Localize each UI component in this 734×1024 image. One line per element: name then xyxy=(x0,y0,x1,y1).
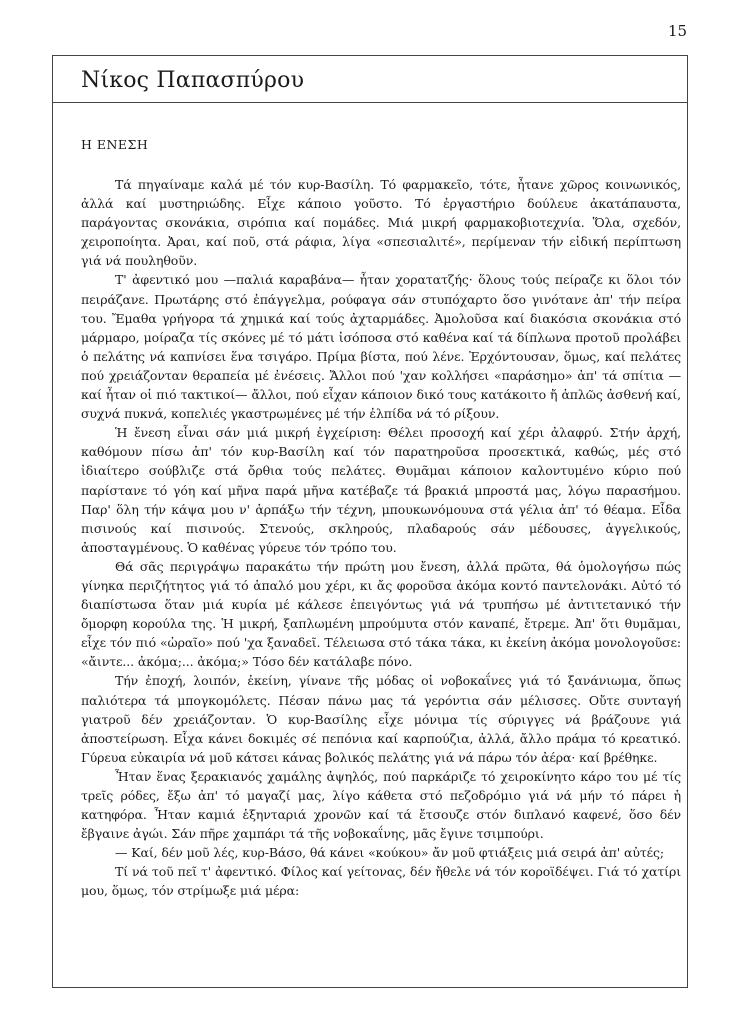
paragraph: Ἦταν ἕνας ξερακιανός χαμάλης ἀψηλός, πού παρκάριζε τό χειροκίνητο κάρο του μέ τίς τρεῖς ρόδες, ἔξω ἀπ' τό μαγαζί μας, λίγο κάθετα στό πεζοδρόμιο γιά νά μήν τό πάρει ἡ κατηφόρα. Ἦταν καμιά ἑξηνταριά χρονῶν καί τά ἔτσουζε στόν διπλανό καφενέ, ὅσο δέν ἔβγαινε ἀγώι. Σάν πῆρε χαμπάρι τά τῆς νοβοκαΐνης, μᾶς ἔγινε τσιμπούρι. xyxy=(81,768,681,842)
author-name: Νίκος Παπασπύρου xyxy=(81,68,305,93)
paragraph: Τ' ἀφεντικό μου —παλιά καραβάνα— ἦταν χορατατζής· ὅλους τούς πείραζε κι ὅλοι τόν πειράζανε. Πρωτάρης στό ἐπάγγελμα, ρούφαγα σάν στυπόχαρτο ὅσο γινότανε ἀπ' τήν πείρα του. Ἔμαθα γρήγορα τά χημικά καί τούς ἀχταρμάδες. Ἀμολοῦσα καί διακόσια σκονάκια στό μάρμαρο, μοίραζα τίς σκόνες μέ τό μάτι ἰσόποσα στό καθένα καί τά δίπλωνα προτοῦ προλάβει ὁ πελάτης νά καπνίσει ἕνα τσιγάρο. Πρίμα βίστα, πού λένε. Ἐρχόντουσαν, ὅμως, καί πελάτες πού χρειάζονταν θεραπεία μέ ἐνέσεις. Ἄλλοι πού 'χαν κολλήσει «παράσημο» ἀπ' τά σπίτια —καί ἦταν οἱ πιό τακτικοί— ἄλλοι, πού εἶχαν κάποιον δικό τους κατάκοιτο ἤ ἁπλῶς ἀσθενή καί, συχνά πυκνά, κοπελιές γκαστρωμένες μέ τήν ἐλπίδα νά τό ρίξουν. xyxy=(81,272,681,422)
story-body xyxy=(81,175,681,901)
paragraph: — Καί, δέν μοῦ λές, κυρ-Βάσο, θά κάνει «κούκου» ἄν μοῦ φτιάξεις μιά σειρά ἀπ' αὐτές; xyxy=(115,845,665,861)
paragraph: Τί νά τοῦ πεῖ τ' ἀφεντικό. Φίλος καί γείτονας, δέν ἤθελε νά τόν κοροϊδέψει. Γιά τό χατίρι μου, ὅμως, τόν στρίμωξε μιά μέρα: xyxy=(81,864,681,899)
page-number: 15 xyxy=(668,22,688,40)
paragraph: Τά πηγαίναμε καλά μέ τόν κυρ-Βασίλη. Τό φαρμακεῖο, τότε, ἦτανε χῶρος κοινωνικός, ἀλλά καί μυστηριώδης. Εἶχε κάποιο γοῦστο. Τό ἐργαστήριο δούλευε ἀκατάπαυστα, παράγοντας σκονάκια, σιρόπια καί πομάδες. Μιά μικρή φαρμακοβιοτεχνία. Ὅλα, σχεδόν, χειροποίητα. Ἀραι, καί ποῦ, στά ράφια, λίγα «σπεσιαλιτέ», περίμεναν τήν εἰδική περίπτωση γιά νά πουληθοῦν. xyxy=(81,177,681,269)
story-title: Η ΕΝΕΣΗ xyxy=(81,137,149,152)
paragraph: Τήν ἐποχή, λοιπόν, ἐκείνη, γίνανε τῆς μόδας οἱ νοβοκαΐνες γιά τό ξανάνιωμα, ὅπως παλιότερα τά μπογκομόλετς. Πέσαν πάνω μας τά γερόντια σάν μέλισσες. Οὔτε συνταγή γιατροῦ δέν χρειάζονταν. Ὁ κυρ-Βασίλης εἶχε μόνιμα τίς σύριγγες νά βράζουνε γιά ἀποστείρωση. Εἶχα κάνει δοκιμές σέ πεπόνια καί καρπούζια, ἀλλά, ἄλλο πράμα τό κρεατικό. Γύρευα εὐκαιρία νά μοῦ κάτσει κάνας βολικός πελάτης γιά νά πάρω τόν ἀέρα· καί βρέθηκε. xyxy=(81,673,681,765)
author-header xyxy=(53,56,687,103)
paragraph: Ἡ ἔνεση εἶναι σάν μιά μικρή ἐγχείριση: Θέλει προσοχή καί χέρι ἀλαφρύ. Στήν ἀρχή, καθόμουν πίσω ἀπ' τόν κυρ-Βασίλη καί τόν παρατηροῦσα προσεκτικά, καθώς, μές στό ἰδιαίτερο σούβλιζε στά ὄρθια τούς πελάτες. Θυμᾶμαι κάποιον καλοντυμένο κύριο πού παρίστανε τό γόη καί μῆνα παρά μῆνα κατέβαζε τά βρακιά μπροστά μας, λόγω παρασήμου. Παρ' ὅλη τήν κάψα μου ν' ἁρπάξω τήν τέχνη, μπουκωνόμουνα στά γέλια ἀπ' τό θέαμα. Εἶδα πισινούς καί πισινούς. Στενούς, σκληρούς, πλαδαρούς σάν μέδουσες, ἀγγελικούς, ἀποσταγμένους. Ὁ καθένας γύρευε τόν τρόπο του. xyxy=(81,425,681,555)
content-frame xyxy=(52,55,688,988)
paragraph: Θά σᾶς περιγράψω παρακάτω τήν πρώτη μου ἔνεση, ἀλλά πρῶτα, θά ὁμολογήσω πώς γίνηκα περιζήτητος γιά τό ἁπαλό μου χέρι, κι ἄς φοροῦσα ἀκόμα κοντό παντελονάκι. Αὐτό τό διαπίστωσα ὅταν μιά κυρία μέ κάλεσε ἐπειγόντως γιά νά τρυπήσω μέ ἀντιτετανικό τήν ὄμορφη κορούλα της. Ἡ μικρή, ξαπλωμένη μπρούμυτα στόν καναπέ, ἔτρεμε. Ἀπ' ὅτι θυμᾶμαι, εἶχε τόν πιό «ὡραῖο» πού 'χα ξαναδεῖ. Τέλειωσα στό τάκα τάκα, κι ἐκείνη ἀκόμα μονολογοῦσε: «ἄιντε... ἀκόμα;... ἀκόμα;» Τόσο δέν κατάλαβε πόνο. xyxy=(81,558,681,670)
